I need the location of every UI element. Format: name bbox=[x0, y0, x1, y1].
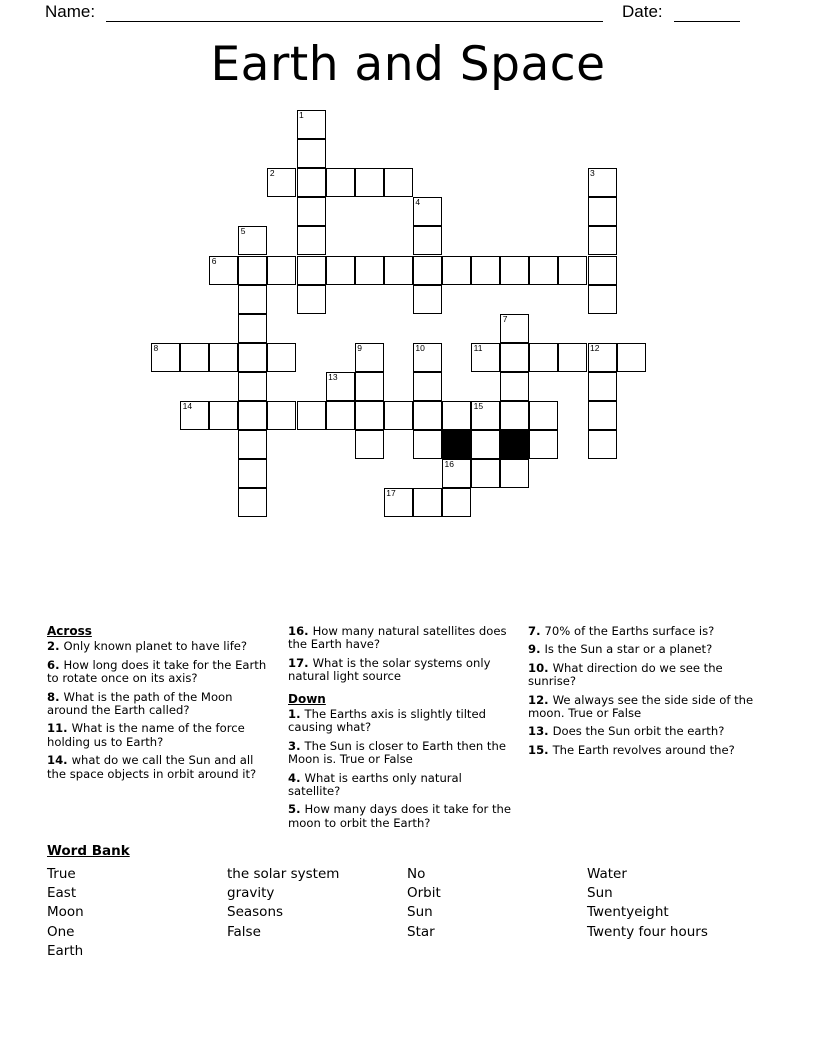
grid-cell-number: 10 bbox=[415, 342, 425, 353]
grid-cell[interactable] bbox=[500, 372, 529, 401]
grid-cell[interactable] bbox=[471, 343, 500, 372]
clues-section bbox=[0, 620, 816, 840]
grid-cell-number: 9 bbox=[357, 342, 362, 353]
grid-cell[interactable] bbox=[588, 430, 617, 459]
grid-cell[interactable] bbox=[355, 256, 384, 285]
grid-cell[interactable] bbox=[500, 401, 529, 430]
clue-text: What is earths only natural satellite? bbox=[288, 770, 462, 799]
grid-cell[interactable] bbox=[413, 343, 442, 372]
word-bank-column-1 bbox=[47, 865, 84, 961]
word-bank-item: the solar system bbox=[227, 866, 340, 882]
clue-item bbox=[528, 625, 764, 638]
grid-cell[interactable] bbox=[355, 401, 384, 430]
clue-number: 16. bbox=[288, 624, 313, 638]
clues-column-2 bbox=[288, 625, 512, 835]
grid-cell-number: 17 bbox=[386, 488, 396, 499]
grid-cell[interactable] bbox=[238, 314, 267, 343]
grid-cell[interactable] bbox=[297, 110, 326, 139]
clue-item bbox=[47, 640, 272, 653]
grid-cell[interactable] bbox=[588, 372, 617, 401]
grid-cell[interactable] bbox=[500, 314, 529, 343]
clue-item bbox=[528, 744, 764, 757]
clue-text: What is the path of the Moon around the Earth called? bbox=[47, 689, 233, 718]
grid-cell[interactable] bbox=[355, 430, 384, 459]
clue-item bbox=[288, 772, 512, 799]
grid-cell[interactable] bbox=[413, 226, 442, 255]
word-bank-item: Sun bbox=[587, 885, 613, 902]
grid-cell-blocked bbox=[442, 430, 471, 459]
grid-cell-number: 1 bbox=[299, 110, 304, 120]
clue-item bbox=[288, 740, 512, 767]
grid-cell[interactable] bbox=[180, 343, 209, 372]
grid-cell[interactable] bbox=[238, 488, 267, 517]
clue-text: What is the solar systems only natural light source bbox=[288, 655, 491, 684]
grid-cell[interactable] bbox=[500, 459, 529, 488]
grid-cell[interactable] bbox=[297, 197, 326, 226]
grid-cell[interactable] bbox=[267, 168, 296, 197]
clue-text: The Earths axis is slightly tilted causing what? bbox=[288, 707, 486, 735]
word-bank-item: One bbox=[47, 923, 75, 940]
word-bank-section bbox=[0, 843, 816, 973]
clue-number: 12. bbox=[528, 692, 553, 707]
clue-number: 3. bbox=[288, 738, 305, 753]
clue-item bbox=[288, 708, 512, 735]
grid-cell[interactable] bbox=[558, 343, 587, 372]
clue-number: 11. bbox=[47, 721, 72, 736]
grid-cell[interactable] bbox=[238, 459, 267, 488]
grid-cell[interactable] bbox=[588, 256, 617, 285]
grid-cell[interactable] bbox=[529, 430, 558, 459]
clue-text: What direction do we see the sunrise? bbox=[528, 660, 723, 689]
clue-section-heading: Across bbox=[47, 624, 92, 638]
grid-cell[interactable] bbox=[558, 256, 587, 285]
grid-cell[interactable] bbox=[471, 256, 500, 285]
grid-cell[interactable] bbox=[588, 168, 617, 197]
clue-item bbox=[47, 659, 272, 686]
clues-column-1 bbox=[47, 625, 272, 786]
grid-cell[interactable] bbox=[180, 401, 209, 430]
clue-number: 4. bbox=[288, 770, 305, 785]
grid-cell[interactable] bbox=[471, 401, 500, 430]
word-bank-item: gravity bbox=[227, 885, 275, 902]
grid-cell[interactable] bbox=[384, 488, 413, 517]
word-bank-item: Moon bbox=[47, 904, 84, 921]
word-bank-item: Twenty four hours bbox=[587, 923, 708, 940]
name-label: Name: bbox=[45, 2, 96, 21]
grid-cell[interactable] bbox=[413, 256, 442, 285]
word-bank-item: Seasons bbox=[227, 904, 284, 921]
grid-cell[interactable] bbox=[384, 168, 413, 197]
clue-item bbox=[528, 643, 764, 656]
grid-cell[interactable] bbox=[529, 343, 558, 372]
grid-cell-number: 8 bbox=[153, 342, 159, 353]
clue-number: 2. bbox=[47, 639, 64, 654]
grid-cell-number: 12 bbox=[590, 342, 600, 353]
grid-cell[interactable] bbox=[413, 285, 442, 314]
grid-cell[interactable] bbox=[238, 226, 267, 255]
grid-cell[interactable] bbox=[267, 401, 296, 430]
grid-cell[interactable] bbox=[238, 256, 267, 285]
grid-cell[interactable] bbox=[297, 139, 326, 168]
grid-cell[interactable] bbox=[500, 343, 529, 372]
date-label: Date: bbox=[622, 2, 663, 21]
grid-cell-blocked bbox=[500, 430, 529, 459]
clue-text: Does the Sun orbit the earth? bbox=[552, 724, 725, 739]
grid-cell[interactable] bbox=[267, 343, 296, 372]
clue-item bbox=[47, 754, 272, 781]
grid-cell[interactable] bbox=[238, 372, 267, 401]
grid-cell[interactable] bbox=[471, 430, 500, 459]
grid-cell-number: 16 bbox=[444, 459, 454, 470]
clue-number: 15. bbox=[528, 742, 553, 757]
grid-cell[interactable] bbox=[588, 197, 617, 226]
word-bank-item: Star bbox=[407, 923, 435, 940]
grid-cell[interactable] bbox=[413, 488, 442, 517]
grid-cell[interactable] bbox=[238, 285, 267, 314]
clue-number: 17. bbox=[288, 655, 313, 670]
clue-item bbox=[47, 691, 272, 718]
grid-cell[interactable] bbox=[355, 168, 384, 197]
clue-number: 8. bbox=[47, 689, 64, 704]
clue-item bbox=[528, 725, 764, 738]
word-bank-item: No bbox=[407, 866, 426, 882]
grid-cell[interactable] bbox=[297, 401, 326, 430]
grid-cell[interactable] bbox=[384, 256, 413, 285]
clue-number: 10. bbox=[528, 660, 553, 675]
clue-text: The Earth revolves around the? bbox=[552, 742, 735, 757]
clue-item bbox=[288, 657, 512, 684]
grid-cell-number: 7 bbox=[502, 313, 508, 324]
grid-cell[interactable] bbox=[297, 256, 326, 285]
clue-text: 70% of the Earths surface is? bbox=[544, 624, 715, 638]
grid-cell[interactable] bbox=[238, 401, 267, 430]
word-bank-title: Word Bank bbox=[47, 843, 130, 859]
grid-cell[interactable] bbox=[588, 343, 617, 372]
grid-cell[interactable] bbox=[588, 285, 617, 314]
clue-item bbox=[288, 625, 512, 652]
grid-cell-number: 15 bbox=[473, 401, 484, 411]
clue-section-heading: Down bbox=[288, 691, 326, 706]
grid-cell[interactable] bbox=[238, 430, 267, 459]
grid-cell[interactable] bbox=[209, 256, 238, 285]
grid-cell-number: 13 bbox=[328, 371, 338, 382]
word-bank-column-3 bbox=[407, 865, 441, 942]
clue-item bbox=[528, 662, 764, 689]
clue-item bbox=[47, 722, 272, 749]
clue-text: Only known planet to have life? bbox=[63, 639, 248, 654]
grid-cell-number: 6 bbox=[211, 255, 217, 266]
clue-number: 13. bbox=[528, 724, 553, 739]
grid-cell-number: 2 bbox=[269, 168, 275, 179]
grid-cell[interactable] bbox=[442, 401, 471, 430]
grid-cell[interactable] bbox=[209, 343, 238, 372]
grid-cell[interactable] bbox=[326, 401, 355, 430]
grid-cell[interactable] bbox=[355, 372, 384, 401]
grid-cell[interactable] bbox=[297, 285, 326, 314]
grid-cell[interactable] bbox=[588, 401, 617, 430]
grid-cell[interactable] bbox=[442, 459, 471, 488]
clue-text: What is the name of the force holding us to Earth? bbox=[47, 721, 245, 749]
grid-cell[interactable] bbox=[471, 459, 500, 488]
word-bank-item: East bbox=[47, 885, 77, 902]
grid-cell[interactable] bbox=[442, 488, 471, 517]
clue-text: How long does it take for the Earth to rotate once on its axis? bbox=[47, 657, 267, 686]
grid-cell-number: 11 bbox=[473, 342, 483, 353]
clue-number: 6. bbox=[47, 657, 64, 672]
clue-item bbox=[528, 694, 764, 721]
grid-cell[interactable] bbox=[297, 168, 326, 197]
clue-number: 5. bbox=[288, 802, 305, 817]
grid-cell[interactable] bbox=[326, 372, 355, 401]
word-bank-column-2 bbox=[227, 865, 339, 942]
grid-cell[interactable] bbox=[588, 226, 617, 255]
clue-text: How many natural satellites does the Earth have? bbox=[288, 624, 507, 652]
grid-cell[interactable] bbox=[297, 226, 326, 255]
clue-item bbox=[288, 803, 512, 830]
grid-cell[interactable] bbox=[326, 168, 355, 197]
grid-cell[interactable] bbox=[413, 197, 442, 226]
clue-number: 1. bbox=[288, 707, 305, 722]
clue-number: 7. bbox=[528, 624, 545, 638]
grid-cell-number: 4 bbox=[415, 197, 421, 208]
grid-cell-number: 14 bbox=[182, 401, 193, 411]
word-bank-item: Sun bbox=[407, 904, 433, 921]
grid-cell[interactable] bbox=[529, 256, 558, 285]
grid-cell-number: 3 bbox=[590, 168, 595, 179]
grid-cell[interactable] bbox=[267, 256, 296, 285]
grid-cell[interactable] bbox=[617, 343, 646, 372]
word-bank-item: Orbit bbox=[407, 885, 441, 902]
clue-text: The Sun is closer to Earth then the Moon is. True or False bbox=[288, 738, 506, 767]
clue-number: 14. bbox=[47, 753, 72, 768]
clue-text: Is the Sun a star or a planet? bbox=[544, 642, 713, 657]
word-bank-item: Earth bbox=[47, 942, 84, 959]
grid-cell[interactable] bbox=[529, 401, 558, 430]
clue-number: 9. bbox=[528, 642, 545, 657]
clue-text: We always see the side side of the moon. True or False bbox=[528, 692, 754, 721]
word-bank-item: False bbox=[227, 923, 261, 940]
page-title: Earth and Space bbox=[210, 37, 606, 92]
grid-cell[interactable] bbox=[413, 372, 442, 401]
clue-text: How many days does it take for the moon to orbit the Earth? bbox=[288, 802, 512, 830]
grid-cell[interactable] bbox=[238, 343, 267, 372]
word-bank-item: True bbox=[47, 866, 76, 882]
grid-cell-number: 5 bbox=[240, 226, 246, 237]
grid-cell[interactable] bbox=[326, 256, 355, 285]
word-bank-item: Water bbox=[587, 866, 627, 882]
grid-cell[interactable] bbox=[151, 343, 180, 372]
grid-cell[interactable] bbox=[413, 401, 442, 430]
grid-cell[interactable] bbox=[209, 401, 238, 430]
clues-column-3 bbox=[528, 625, 764, 762]
grid-cell[interactable] bbox=[500, 256, 529, 285]
grid-cell[interactable] bbox=[384, 401, 413, 430]
grid-cell[interactable] bbox=[413, 430, 442, 459]
grid-cell[interactable] bbox=[355, 343, 384, 372]
clue-text: what do we call the Sun and all the space objects in orbit around it? bbox=[47, 753, 257, 781]
word-bank-column-4 bbox=[587, 865, 708, 942]
grid-cell[interactable] bbox=[442, 256, 471, 285]
word-bank-item: Twentyeight bbox=[587, 904, 669, 921]
